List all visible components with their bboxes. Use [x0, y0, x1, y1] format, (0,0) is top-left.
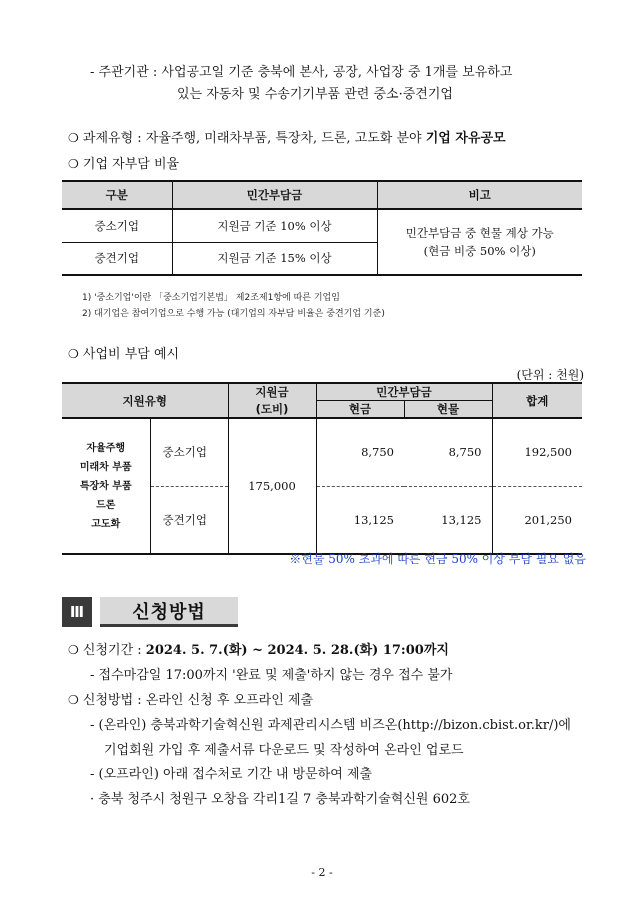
circle-bullet-icon: ❍ — [68, 643, 79, 657]
task-type-text: 과제유형 : 자율주행, 미래차부품, 특장차, 드론, 고도화 분야 — [82, 131, 426, 146]
burden-ratio-table — [62, 180, 582, 276]
company-type: 중견기업 — [62, 242, 172, 275]
private-share: 지원금 기준 15% 이상 — [172, 242, 377, 275]
header-inkind: 현물 — [404, 401, 492, 419]
apply-method — [68, 689, 313, 708]
burden-heading — [68, 153, 179, 172]
unit-label: (단위 : 천원) — [516, 368, 584, 382]
remark-line-2: (현금 비중 50% 이상) — [423, 244, 536, 258]
offline-line: - (오프라인) 아래 접수처로 기간 내 방문하여 제출 — [90, 767, 373, 782]
section-header — [62, 597, 238, 627]
field-name: 드론 — [96, 499, 116, 511]
eligibility-line-1: - 주관기관 : 사업공고일 기준 충북에 본사, 공장, 사업장 중 1개를 보유하고 — [90, 65, 513, 80]
apply-period-label: 신청기간 : — [82, 643, 146, 658]
table-row — [62, 209, 582, 242]
task-type-emphasis: 기업 자유공모 — [425, 131, 506, 146]
circle-bullet-icon: ❍ — [68, 131, 79, 145]
header-total: 합계 — [492, 383, 582, 418]
header-cash: 현금 — [316, 401, 404, 419]
eligibility-line-2: 있는 자동차 및 수송기기부품 관련 중소·중견기업 — [177, 87, 453, 102]
company-type: 중견기업 — [150, 486, 228, 554]
address-line: · 충북 청주시 청원구 오창읍 각리1길 7 충북과학기술혁신원 602호 — [90, 792, 470, 807]
field-name: 자율주행 — [86, 442, 126, 454]
burden-title: 기업 자부담 비율 — [82, 157, 180, 172]
private-share: 지원금 기준 10% 이상 — [172, 209, 377, 242]
page-number: - 2 - — [311, 866, 333, 879]
field-name: 미래차 부품 — [79, 461, 132, 473]
inkind-value: 8,750 — [404, 418, 492, 486]
field-name: 특장차 부품 — [79, 480, 132, 492]
header-support-amount: 지원금 — [228, 383, 316, 401]
table-row — [62, 418, 582, 486]
table-header: 구분 — [62, 181, 172, 209]
remark-line-1: 민간부담금 중 현물 계상 가능 — [405, 226, 554, 240]
example-heading — [68, 343, 179, 362]
cash-value: 8,750 — [316, 418, 404, 486]
support-fields — [62, 418, 150, 554]
header-support-type: 지원유형 — [62, 383, 228, 418]
task-type — [68, 127, 506, 146]
support-amount: 175,000 — [228, 418, 316, 554]
cash-value: 13,125 — [316, 486, 404, 554]
example-title: 사업비 부담 예시 — [82, 347, 180, 362]
company-type: 중소기업 — [62, 209, 172, 242]
cost-example-table — [62, 382, 582, 555]
online-line-2: 기업회원 가입 후 제출서류 다운로드 및 작성하여 온라인 업로드 — [104, 743, 464, 758]
header-support-subtitle: (도비) — [228, 401, 316, 419]
total-value: 201,250 — [492, 486, 582, 554]
inkind-value: 13,125 — [404, 486, 492, 554]
remark-cell — [377, 209, 582, 275]
header-private-share: 민간부담금 — [316, 383, 492, 401]
table-header: 비고 — [377, 181, 582, 209]
apply-method-text: 신청방법 : 온라인 신청 후 오프라인 제출 — [82, 693, 314, 708]
circle-bullet-icon: ❍ — [68, 693, 79, 707]
online-line-1: - (온라인) 충북과학기술혁신원 과제관리시스템 비즈온(http://bizon.cbist.or.kr/)에 — [90, 718, 571, 733]
section-title: 신청방법 — [100, 597, 238, 627]
circle-bullet-icon: ❍ — [68, 157, 79, 171]
section-number: Ⅲ — [62, 597, 92, 627]
field-name: 고도화 — [91, 518, 121, 530]
deadline-note: - 접수마감일 17:00까지 '완료 및 제출'하지 않는 경우 접수 불가 — [90, 668, 453, 683]
total-value: 192,500 — [492, 418, 582, 486]
apply-period-dates: 2024. 5. 7.(화) ~ 2024. 5. 28.(화) 17:00까지 — [145, 643, 449, 658]
footnote-1: 1) '중소기업'이란 「중소기업기본법」 제2조제1항에 따른 기업임 — [82, 293, 340, 303]
apply-period — [68, 639, 449, 658]
footnote-2: 2) 대기업은 참여기업으로 수행 가능 (대기업의 자부담 비율은 중견기업 기준) — [82, 309, 385, 319]
circle-bullet-icon: ❍ — [68, 347, 79, 361]
company-type: 중소기업 — [150, 418, 228, 486]
table-header: 민간부담금 — [172, 181, 377, 209]
inkind-note: ※현물 50% 초과에 따른 현금 50% 이상 부담 필요 없음 — [289, 552, 586, 566]
